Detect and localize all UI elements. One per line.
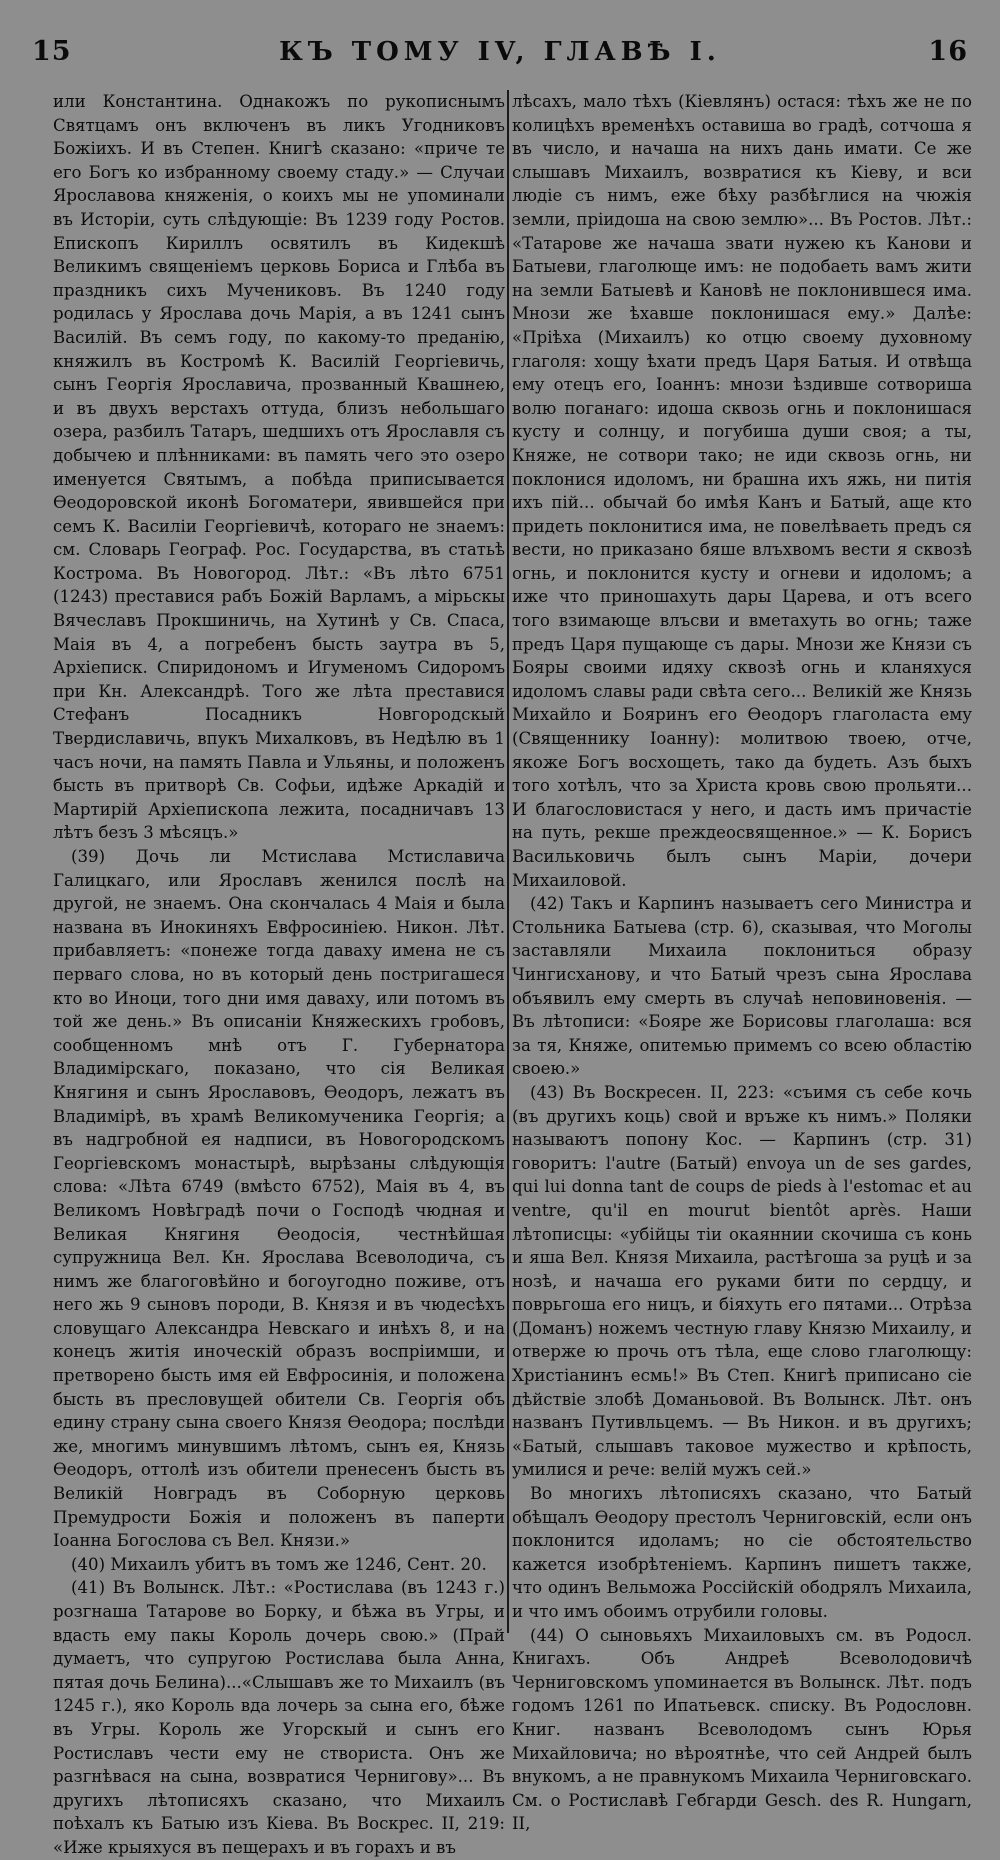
- column-divider: [507, 90, 509, 1633]
- note-39: (39) Дочь ли Мстислава Мстиславича Галицкаго, или Ярославъ женился послѣ на другой, не знаемъ. Она скончалась 4 Маія и была названа въ Инокиняхъ Евфросиніею. Никон. Лѣт. прибавляетъ: «понеже тогда даваху имена не съ перваго слова, но въ который день постригашеся кто во Иноци, того дни имя даваху, или потомъ въ той же день.» Въ описаніи Княжескихъ гробовъ, сообщенномъ мнѣ отъ Г. Губернатора Владимірскаго, показано, что сія Великая Княгиня и сынъ Ярославовъ, Ѳеодоръ, лежатъ въ Владимірѣ, въ храмѣ Великомученика Георгія; а въ надгробной ея надписи, въ Новогородскомъ Георгіевскомъ монастырѣ, вырѣзаны слѣдующія слова: «Лѣта 6749 (вмѣсто 6752), Маія въ 4, въ Великомъ Новѣградѣ почи о Господѣ чюдная и Великая Княгиня Ѳеодосія, честнѣйшая супружница Вел. Кн. Ярослава Всеволодича, съ нимъ же благоговѣйно и богоугодно поживе, отъ него жь 9 сыновъ породи, В. Князя и въ чюдесѣхъ словущаго Александра Невскаго и инѣхъ 8, и на конецъ житія иноческій образъ воспріимши, и претворено бысть имя ей Евфросинія, и положена бысть въ пресловущей обители Св. Георгія объ едину страну сына своего Князя Ѳеодора; послѣди же, многимъ минувшимъ лѣтомъ, сынъ ея, Князь Ѳеодоръ, оттолѣ изъ обители пренесенъ бысть въ Великій Новградъ въ Соборную церковь Премудрости Божія и положенъ въ паперти Іоанна Богослова съ Вел. Князи.»: [53, 847, 505, 1551]
- note-41: (41) Въ Волынск. Лѣт.: «Ростислава (въ 1243 г.) розгнаша Татарове во Борку, и бѣжа въ Угры, и вдасть ему пакы Король дочерь свою.» (Прай думаетъ, что супругою Ростислава была Анна, пятая дочь Белина)...«Слышавъ же то Михаилъ (въ 1245 г.), яко Король вда лочерь за сына его, бѣже въ Угры. Король же Угорскый и сынъ его Ростиславъ чести ему не створиста. Онъ же разгнѣвася на сына, возвратися Чернигову»... Въ другихъ лѣтописяхъ сказано, что Михаилъ поѣхалъ къ Батыю изъ Кіева. Въ Воскрес. II, 219: «Иже крыяхуся въ пещерахъ и въ горахъ и въ: [53, 1578, 505, 1857]
- right-column: [512, 90, 972, 1834]
- note-43: (43) Въ Воскресен. II, 223: «съимя съ себе кочь (въ другихъ коць) свой и връже къ нимъ.» Поляки называютъ попону Кос. — Карпинъ (стр. 31) говоритъ: l'autre (Батый) envoya un de ses gardes, qui lui donna tant de coups de pieds à l'estomac et au ventre, qu'il en mourut bientôt après. Наши лѣтописцы: «убійцы тіи окаяннии скочиша съ конь и яша Вел. Князя Михаила, растѣгоша за руцѣ и за нозѣ, и начаша его руками бити по сердцу, и поврьгоша его ницъ, и біяхуть его пятами... Отрѣза (Доманъ) ножемъ честную главу Князю Михаилу, и отверже ю прочь отъ тѣла, еще слово глаголющу: Христіанинъ есмь!» Въ Степ. Книгѣ приписано сіе дѣйствіе злобѣ Доманьовой. Въ Волынск. Лѣт. онъ названъ Путивльцемъ. — Въ Никон. и въ другихъ; «Батый, слышавъ таковое мужество и крѣпость, умилися и рече: велій мужъ сей.»: [512, 1082, 972, 1480]
- right-paragraph-continued: лѣсахъ, мало тѣхъ (Кіевлянъ) остася: тѣхъ же не по колицѣхъ временѣхъ оставиша во градѣ, сотчоша я въ число, и начаша на нихъ дань имати. Се же слышавъ Михаилъ, возвратися къ Кіеву, и вси людіе съ нимъ, еже бѣху разбѣглися на чюжія земли, пріидоша на свою землю»... Въ Ростов. Лѣт.: «Татарове же начаша звати нужею къ Канови и Батыеви, глаголюще имъ: не подобаеть вамъ жити на земли Батыевѣ и Кановѣ не поклонившеся има. Мнози же ѣхавше поклонишася ему.» Далѣе: «Пріѣха (Михаилъ) ко отцю своему духовному глаголя: хощу ѣхати предъ Царя Батыя. И отвѣща ему отецъ его, Іоаннъ: мнози ѣздивше сотвориша волю поганаго: идоша сквозь огнь и поклонишася кусту и солнцу, и погубиша души своя; а ты, Княже, не сотвори тако; не иди сквозь огнь, ни поклонися идоломъ, ни брашна ихъ яжь, ни питія ихъ пій... обычай бо имѣя Канъ и Батый, аще кто придеть поклонитися има, не повелѣваеть предъ ся вести, но приказано бяше влъхвомъ вести я сквозѣ огнь, и поклонится кусту и огневи и идоломъ; а иже что приношахуть дары Царева, и отъ всего того взимающе влъсви и вметахуть во огнь; таже предъ Царя пущающе съ дары. Мнози же Князи съ Бояры своими идяху сквозѣ огнь и кланяхуся идоломъ славы ради свѣта сего... Великій же Князь Михайло и Бояринъ его Ѳеодоръ глаголаста ему (Священнику Іоанну): молитвою твоею, отче, якоже Богъ восхощеть, тако да будеть. Азъ быхъ того хотѣлъ, что за Христа кровь свою прольяти... И благословистася у него, и дасть имъ причастіе на путь, рекше преждеосвященное.» — К. Борисъ Васильковичь былъ сынъ Маріи, дочери Михаиловой.: [512, 92, 972, 890]
- page-number-left: 15: [32, 36, 72, 67]
- note-42: (42) Такъ и Карпинъ называетъ сего Министра и Стольника Батыева (стр. 6), сказывая, что Моголы заставляли Михаила поклониться образу Чингисханову, и что Батый чрезъ сына Ярослава объявилъ ему смерть въ случаѣ неповиновенія. — Въ лѣтописи: «Бояре же Борисовы глаголаша: вся за тя, Княже, опитемью примемъ со всею областію своею.»: [512, 894, 972, 1079]
- left-column: [53, 90, 505, 1857]
- note-43-continued: Во многихъ лѣтописяхъ сказано, что Батый обѣщалъ Ѳеодору престолъ Черниговскій, если онъ поклонится идоламъ; но сіе обстоятельство кажется изобрѣтеніемъ. Карпинъ пишетъ также, что одинъ Вельможа Россійскій ободрялъ Михаила, и что имъ обоимъ отрубили головы.: [512, 1484, 972, 1621]
- note-40: (40) Михаилъ убитъ въ томъ же 1246, Сент. 20.: [71, 1554, 487, 1574]
- note-44: (44) О сыновьяхъ Михаиловыхъ см. въ Родосл. Книгахъ. Объ Андреѣ Всеволодовичѣ Черниговскомъ упоминается въ Волынск. Лѣт. подъ годомъ 1261 по Ипатьевск. списку. Въ Родословн. Книг. названъ Всеволодомъ сынъ Юрья Михайловича; но вѣроятнѣе, что сей Андрей былъ внукомъ, а не правнукомъ Михаила Черниговскаго. См. о Ростиславѣ Гебгарди Gesch. des R. Hungarn, II,: [512, 1625, 972, 1834]
- page-number-right: 16: [928, 36, 968, 67]
- running-header: [32, 36, 968, 76]
- left-paragraph-continued: или Константина. Однакожъ по рукописнымъ Святцамъ онъ включенъ въ ликъ Угодниковъ Божіихъ. И въ Степен. Книгѣ сказано: «приче те его Богъ ко избранному своему стаду.» — Случаи Ярославова княженія, о коихъ мы не упоминали въ Исторіи, суть слѣдующіе: Въ 1239 году Ростов. Епископъ Кириллъ освятилъ въ Кидекшѣ Великимъ священіемъ церковь Бориса и Глѣба въ праздникъ сихъ Мучениковъ. Въ 1240 году родилась у Ярослава дочь Марія, а въ 1241 сынъ Василій. Въ семъ году, по какому-то преданію, княжилъ въ Костромѣ К. Василій Георгіевичь, сынъ Георгія Ярославича, прозванный Квашнею, и въ двухъ верстахъ оттуда, близъ небольшаго озера, разбилъ Татаръ, шедшихъ отъ Ярославля съ добычею и плѣнниками: въ память чего это озеро именуется Святымъ, а побѣда приписывается Ѳеодоровской иконѣ Богоматери, явившейся при семъ К. Василіи Георгіевичѣ, котораго не знаемъ: см. Словарь Географ. Рос. Государства, въ статьѣ Кострома. Въ Новогород. Лѣт.: «Въ лѣто 6751 (1243) преставися рабъ Божій Варламъ, а мірьскы Вячеславъ Прокшиничь, на Хутинѣ у Св. Спаса, Маія въ 4, а погребенъ бысть заутра въ 5, Архіеписк. Спиридономъ и Игуменомъ Сидоромъ при Кн. Александрѣ. Того же лѣта преставися Стефанъ Посадникъ Новгородскый Твердиславичь, впукъ Михалковъ, въ Недѣлю въ 1 часъ ночи, на память Павла и Ульяны, и положенъ бысть въ притворѣ Св. Софьи, идѣже Аркадій и Мартирій Архіепископа лежита, посадничавъ 13 лѣтъ безъ 3 мѣсяцъ.»: [53, 92, 505, 843]
- chapter-heading: КЪ ТОМУ IV, ГЛАВѢ I.: [279, 37, 721, 67]
